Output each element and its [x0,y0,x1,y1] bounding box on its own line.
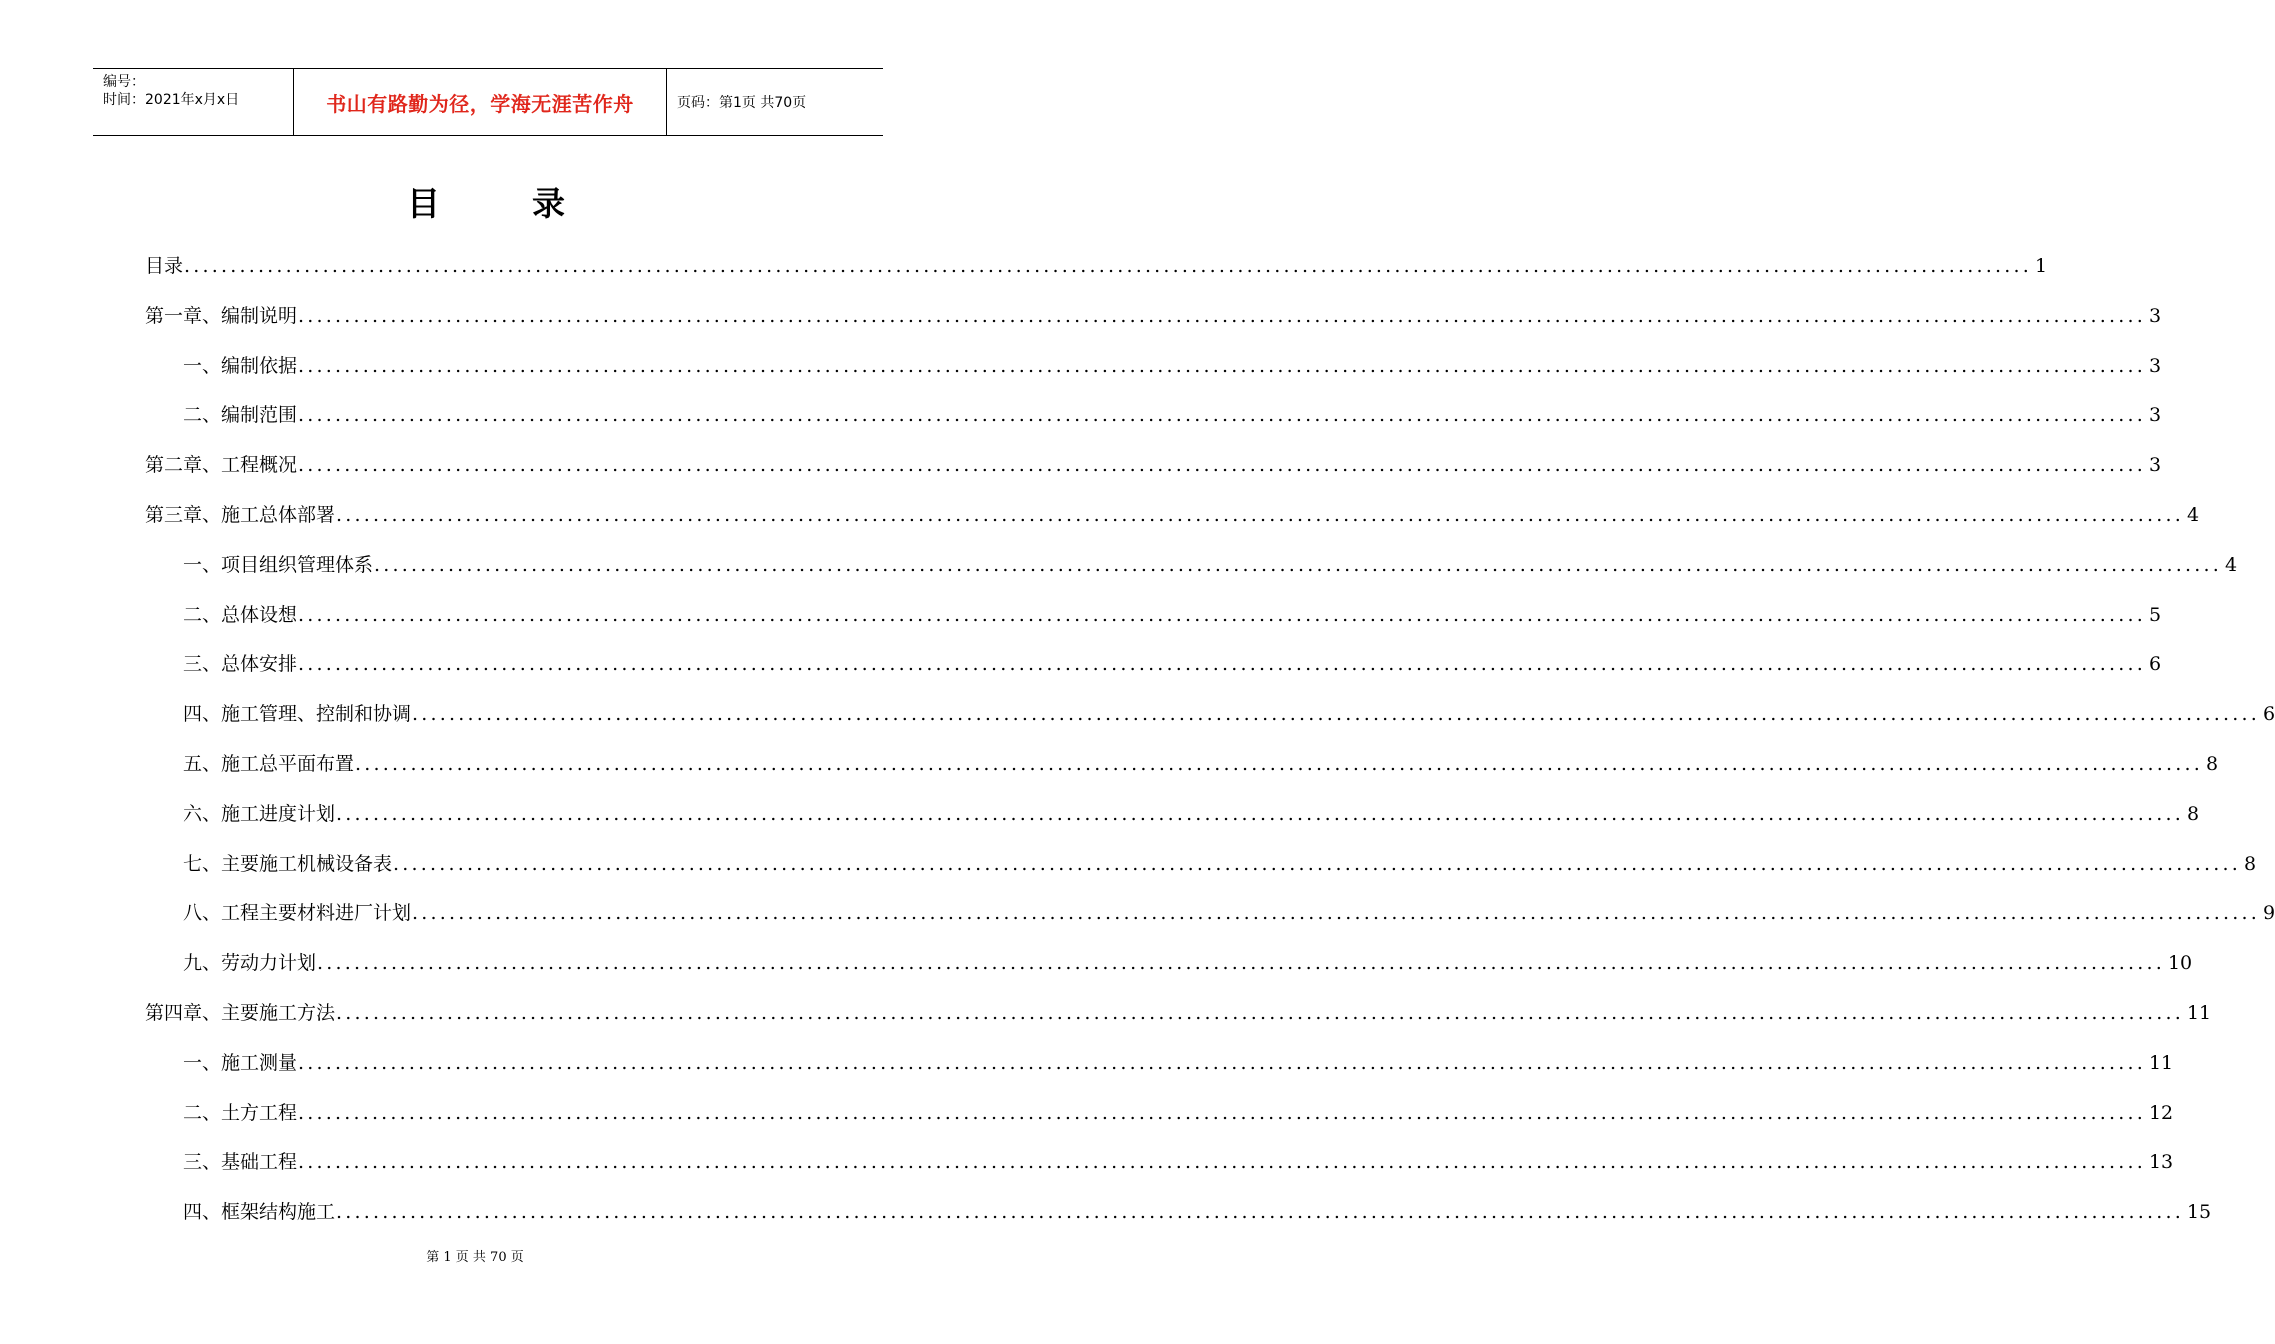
toc-entry-number: 第三章、 [145,504,222,526]
toc-entry-page: 9 [2262,902,2275,925]
toc-entry-page: 15 [2186,1201,2212,1224]
toc-entry[interactable] [183,883,2275,927]
toc-entry-text: 总体设想 [221,603,298,626]
toc-entry-page: 4 [2186,504,2200,526]
toc-entry-number: 五、 [183,753,222,775]
toc-entry-number: 四、 [183,1201,222,1224]
toc-entry-page: 3 [2148,304,2162,327]
toc-title-char-2: 录 [532,184,565,223]
toc-entry-page: 3 [2148,404,2162,427]
toc-entry-page: 11 [2148,1051,2174,1074]
toc-entry-text: 编制说明 [221,304,298,327]
toc-entry-page: 3 [2148,354,2162,377]
toc-dot-leader: ........................................................................................................................................................................................................ [412,902,2260,925]
toc-entry-page: 6 [2262,703,2275,726]
toc-dot-leader: ........................................................................................................................................................................................................ [298,1101,2146,1124]
toc-entry-page: 12 [2148,1101,2174,1124]
toc-entry-text: 项目组织管理体系 [221,553,374,576]
toc-entry-page: 10 [2167,952,2193,975]
toc-entry[interactable] [183,933,2193,977]
toc-entry-number: 九、 [183,952,222,975]
toc-entry-text: 编制范围 [221,404,298,427]
toc-entry-number: 四、 [183,703,222,726]
toc-entry[interactable] [183,834,2257,878]
toc-dot-leader: ........................................................................................................................................................................................................ [374,553,2222,576]
toc-dot-leader: ........................................................................................................................................................................................................ [336,1201,2184,1224]
toc-entry[interactable] [145,286,2162,330]
toc-entry-text: 施工测量 [221,1051,298,1074]
toc-dot-leader: ........................................................................................................................................................................................................ [184,255,2032,277]
toc-dot-leader: ........................................................................................................................................................................................................ [298,354,2146,377]
toc-entry[interactable] [183,535,2238,579]
toc-entry-text: 主要施工方法 [221,1002,336,1024]
header-time-label: 时间：2021年x月x日 [103,92,240,108]
toc-entry-text: 施工进度计划 [221,802,336,825]
toc-dot-leader: ........................................................................................................................................................................................................ [355,753,2203,775]
toc-entry[interactable] [183,1083,2174,1127]
toc-entry-number: 三、 [183,653,222,676]
toc-entry-text: 基础工程 [221,1151,298,1174]
toc-entry-page: 8 [2186,802,2200,825]
toc-entry-page: 1 [2034,255,2048,277]
toc-entry[interactable] [183,336,2162,380]
page-header [93,68,883,136]
toc-entry-text: 工程主要材料进厂计划 [221,902,412,925]
toc-dot-leader: ........................................................................................................................................................................................................ [393,852,2241,875]
toc-entry-text: 劳动力计划 [221,952,317,975]
toc-dot-leader: ........................................................................................................................................................................................................ [412,703,2260,726]
toc-entry-number: 第二章、 [145,454,222,477]
toc-dot-leader: ........................................................................................................................................................................................................ [336,1002,2184,1024]
toc-entry-number: 二、 [183,1101,222,1124]
toc-entry-text: 施工总平面布置 [221,753,355,775]
toc-entry-number: 三、 [183,1151,222,1174]
toc-entry-text: 土方工程 [221,1101,298,1124]
toc-title-char-1: 目 [407,184,440,223]
toc-entry-text: 施工管理、控制和协调 [221,703,412,726]
toc-dot-leader: ........................................................................................................................................................................................................ [298,404,2146,427]
toc-entry[interactable] [145,485,2200,529]
toc-dot-leader: ........................................................................................................................................................................................................ [298,1151,2146,1174]
toc-title [0,182,950,226]
toc-entry-page: 6 [2148,653,2162,676]
header-number-label: 编号： [103,74,145,90]
toc-entry[interactable] [183,1033,2174,1077]
toc-dot-leader: ........................................................................................................................................................................................................ [298,1051,2146,1074]
toc-dot-leader: ........................................................................................................................................................................................................ [298,454,2146,477]
toc-entry-number: 七、 [183,852,222,875]
toc-entry-number: 一、 [183,553,222,576]
toc-entry-text: 施工总体部署 [221,504,336,526]
toc-entry[interactable] [183,784,2200,828]
toc-entry-number: 二、 [183,404,222,427]
toc-entry-text: 编制依据 [221,354,298,377]
toc-entry-number: 目 [145,255,165,277]
toc-entry[interactable] [145,236,2048,280]
toc-entry-number: 八、 [183,902,222,925]
toc-entry-number: 第四章、 [145,1002,222,1024]
toc-entry[interactable] [145,983,2212,1027]
toc-dot-leader: ........................................................................................................................................................................................................ [298,304,2146,327]
toc-entry[interactable] [183,385,2162,429]
toc-entry-text: 工程概况 [221,454,298,477]
toc-entry[interactable] [145,435,2162,479]
toc-entry-page: 5 [2148,603,2162,626]
toc-entry[interactable] [183,684,2275,728]
toc-entry-text: 总体安排 [221,653,298,676]
header-motto: 书山有路勤为径，学海无涯苦作舟 [294,69,667,135]
toc-dot-leader: ........................................................................................................................................................................................................ [317,952,2165,975]
toc-entry-number: 一、 [183,1051,222,1074]
toc-entry-number: 第一章、 [145,304,222,327]
toc-entry-page: 8 [2243,852,2257,875]
toc-entry[interactable] [183,734,2219,778]
toc-dot-leader: ........................................................................................................................................................................................................ [336,504,2184,526]
toc-entry-page: 8 [2205,753,2219,775]
page-footer: 第 1 页 共 70 页 [426,1250,524,1265]
toc-entry[interactable] [183,1132,2174,1176]
toc-entry-text: 主要施工机械设备表 [221,852,393,875]
toc-entry-text: 录 [164,255,184,277]
toc-entry-page: 4 [2224,553,2238,576]
toc-entry-number: 二、 [183,603,222,626]
toc-entry[interactable] [183,585,2162,629]
toc-entry-text: 框架结构施工 [221,1201,336,1224]
toc-entry-page: 3 [2148,454,2162,477]
toc-entry-page: 11 [2186,1002,2212,1024]
toc-entry[interactable] [183,1182,2212,1226]
toc-dot-leader: ........................................................................................................................................................................................................ [298,603,2146,626]
toc-entry[interactable] [183,634,2162,678]
toc-dot-leader: ........................................................................................................................................................................................................ [298,653,2146,676]
toc-entry-number: 一、 [183,354,222,377]
header-page-info: 页码：第1页 共70页 [677,95,807,111]
header-meta [93,69,294,135]
toc-entry-number: 六、 [183,802,222,825]
toc-entry-page: 13 [2148,1151,2174,1174]
toc-dot-leader: ........................................................................................................................................................................................................ [336,802,2184,825]
